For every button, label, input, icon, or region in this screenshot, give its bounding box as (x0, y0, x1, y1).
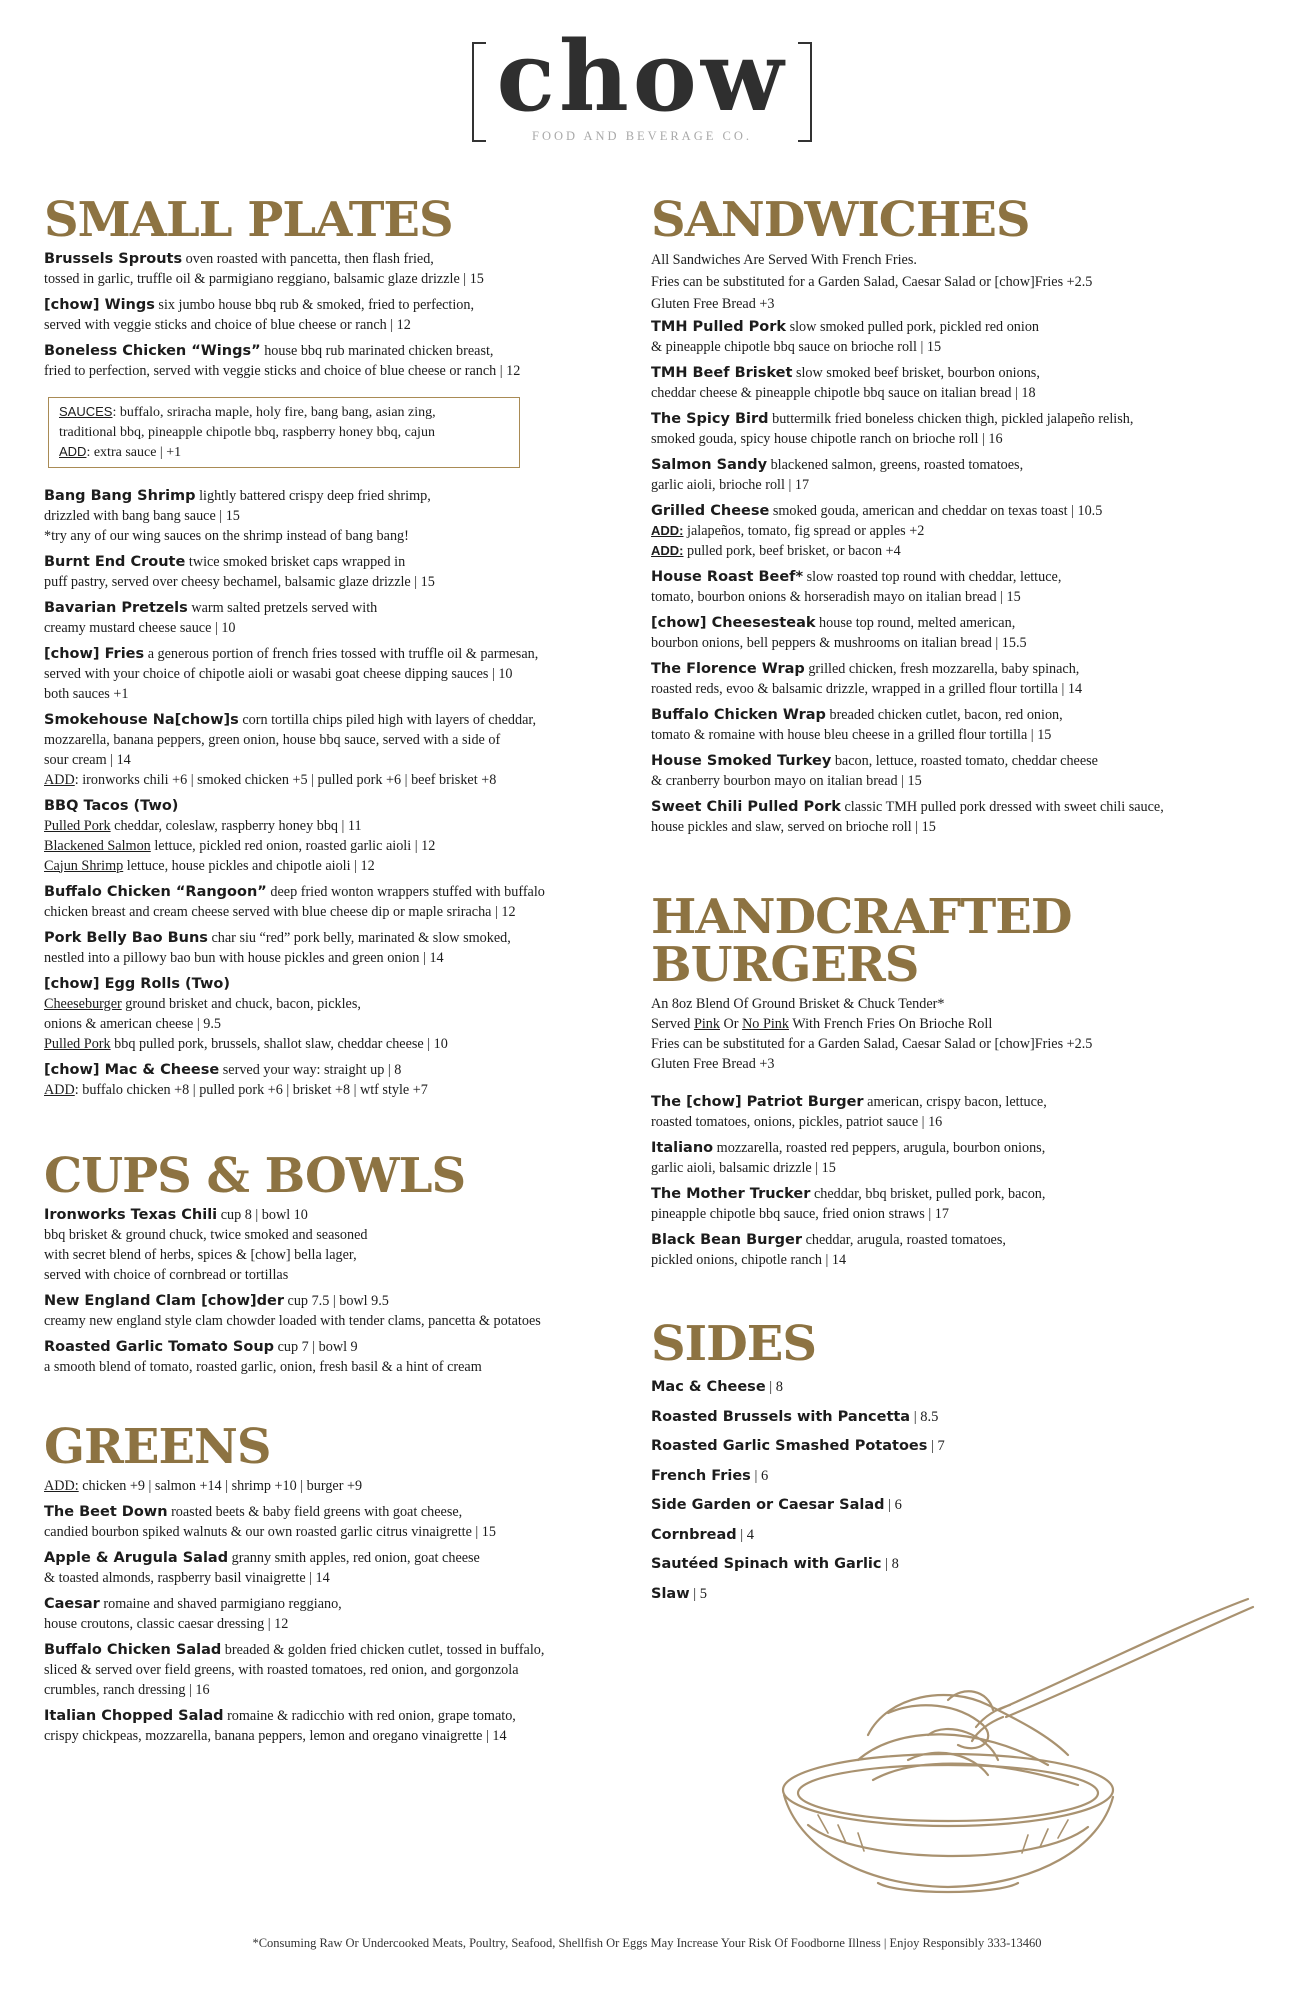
item-desc: a smooth blend of tomato, roasted garlic, onion, fresh basil & a hint of cream (44, 1358, 482, 1375)
section-title: GREENS (44, 1418, 271, 1475)
section-title: SANDWICHES (651, 192, 1030, 248)
item-desc: six jumbo house bbq rub & smoked, fried to perfection, (154, 297, 475, 313)
greens-add (44, 1476, 624, 1496)
menu-item (651, 797, 1261, 837)
add-label: ADD (44, 771, 75, 788)
item-desc: mozzarella, roasted red peppers, arugula, bourbon onions, (713, 1140, 1046, 1156)
menu-item (44, 598, 624, 638)
sub-label: Cheeseburger (44, 995, 122, 1012)
item-name: Buffalo Chicken Wrap (651, 707, 826, 723)
item-name: BBQ Tacos (Two) (44, 797, 179, 814)
item-desc: creamy new england style clam chowder loaded with tender clams, pancetta & potatoes (44, 1312, 541, 1329)
side-item (651, 1432, 1261, 1462)
item-name: The Mother Trucker (651, 1186, 811, 1202)
item-desc: chicken breast and cream cheese served with blue cheese dip or maple sriracha | 12 (44, 903, 516, 920)
menu-item (651, 1184, 1261, 1224)
item-desc: cheddar cheese & pineapple chipotle bbq sauce on italian bread | 18 (651, 385, 1036, 401)
menu-item (651, 1138, 1261, 1178)
section-notes (651, 994, 1261, 1074)
side-item (651, 1521, 1261, 1551)
menu-item (44, 644, 624, 704)
section-sides (651, 1316, 1261, 1609)
item-desc: tossed in garlic, truffle oil & parmigiano reggiano, balsamic glaze drizzle | 15 (44, 271, 484, 287)
item-desc: american, crispy bacon, lettuce, (863, 1094, 1047, 1110)
menu-item (651, 409, 1261, 449)
item-desc: smoked gouda, spicy house chipotle ranch on brioche roll | 16 (651, 431, 1003, 447)
item-desc: twice smoked brisket caps wrapped in (185, 553, 406, 570)
item-desc: drizzled with bang bang sauce | 15 (44, 507, 240, 524)
note-line: Gluten Free Bread +3 (651, 1056, 775, 1072)
side-item (651, 1403, 1261, 1433)
item-name: Black Bean Burger (651, 1232, 803, 1248)
item-desc: & pineapple chipotle bbq sauce on brioche roll | 15 (651, 339, 942, 355)
item-desc: lightly battered crispy deep fried shrimp, (195, 487, 431, 504)
note-line: Fries can be substituted for a Garden Salad, Caesar Salad or [chow]Fries +2.5 (651, 1036, 1093, 1052)
item-name: The Beet Down (44, 1503, 168, 1520)
side-name: Cornbread (651, 1526, 737, 1543)
item-name: The Florence Wrap (651, 661, 805, 677)
item-name: Caesar (44, 1595, 100, 1612)
item-name: [chow] Mac & Cheese (44, 1061, 220, 1078)
item-desc: char siu “red” pork belly, marinated & slow smoked, (207, 929, 511, 946)
item-desc: corn tortilla chips piled high with layers of cheddar, (238, 711, 537, 728)
item-desc: bbq pulled pork, brussels, shallot slaw, cheddar cheese | 10 (110, 1035, 448, 1052)
menu-item (651, 751, 1261, 791)
sauces-list: : buffalo, sriracha maple, holy fire, bang bang, asian zing, (112, 405, 436, 420)
item-name: Bang Bang Shrimp (44, 487, 196, 504)
sub-label: Pulled Pork (44, 817, 111, 834)
note-line: Gluten Free Bread +3 (651, 296, 775, 312)
item-name: TMH Beef Brisket (651, 365, 793, 381)
section-sandwiches (651, 192, 1261, 837)
item-desc: grilled chicken, fresh mozzarella, baby spinach, (804, 661, 1080, 677)
item-desc: puff pastry, served over cheesy bechamel, balsamic glaze drizzle | 15 (44, 573, 435, 590)
side-price: | 7 (927, 1438, 945, 1454)
left-column (44, 192, 624, 1752)
item-desc: breaded & golden fried chicken cutlet, tossed in buffalo, (221, 1641, 545, 1658)
item-name: Salmon Sandy (651, 457, 768, 473)
menu-item (44, 341, 624, 381)
add-text: pulled pork, beef brisket, or bacon +4 (683, 543, 901, 559)
item-desc: sliced & served over field greens, with roasted tomatoes, red onion, and gorgonzola (44, 1661, 519, 1678)
menu-item (44, 486, 624, 546)
title-line-1: HANDCRAFTED (651, 889, 1072, 945)
item-desc: roasted reds, evoo & balsamic drizzle, wrapped in a grilled flour tortilla | 14 (651, 681, 1083, 697)
pink-label: Pink (693, 1016, 720, 1032)
item-desc: deep fried wonton wrappers stuffed with buffalo (266, 883, 545, 900)
side-name: Sautéed Spinach with Garlic (651, 1556, 882, 1572)
side-price: | 5 (689, 1585, 707, 1602)
item-desc: slow smoked pulled pork, pickled red onion (786, 319, 1040, 335)
side-price: | 8 (881, 1556, 899, 1572)
section-small-plates (44, 192, 624, 1100)
note-line: All Sandwiches Are Served With French Fries. (651, 252, 917, 268)
item-price: cup 8 | bowl 10 (217, 1206, 308, 1223)
item-name: Ironworks Texas Chili (44, 1206, 218, 1223)
item-desc: romaine & radicchio with red onion, grape tomato, (223, 1707, 516, 1724)
side-name: Mac & Cheese (651, 1379, 766, 1395)
item-name: New England Clam [chow]der (44, 1292, 284, 1309)
menu-item (44, 1205, 624, 1285)
side-price: | 6 (884, 1497, 902, 1513)
sauces-list-2: traditional bbq, pineapple chipotle bbq, raspberry honey bbq, cajun (59, 424, 435, 440)
item-desc: pineapple chipotle bbq sauce, fried onion straws | 17 (651, 1206, 949, 1222)
item-name: Smokehouse Na[chow]s (44, 711, 239, 728)
item-desc: nestled into a pillowy bao bun with house pickles and green onion | 14 (44, 949, 444, 966)
item-desc: smoked gouda, american and cheddar on texas toast | 10.5 (769, 503, 1103, 519)
right-column (651, 192, 1261, 1609)
menu-item (651, 317, 1261, 357)
menu-item (44, 1337, 624, 1377)
menu-item (651, 501, 1261, 561)
item-desc: fried to perfection, served with veggie sticks and choice of blue cheese or ranch | 12 (44, 363, 521, 379)
menu-item (651, 705, 1261, 745)
add-text: : extra sauce | +1 (86, 445, 182, 460)
side-price: | 8.5 (910, 1408, 939, 1425)
item-desc: onions & american cheese | 9.5 (44, 1015, 221, 1032)
menu-item (44, 1706, 624, 1746)
section-greens (44, 1418, 624, 1746)
item-name: [chow] Fries (44, 645, 145, 662)
menu-item (44, 928, 624, 968)
menu-item (44, 249, 624, 289)
add-label: ADD: (651, 523, 684, 538)
sub-label: Cajun Shrimp (44, 857, 124, 874)
note-line: Fries can be substituted for a Garden Salad, Caesar Salad or [chow]Fries +2.5 (651, 274, 1093, 290)
item-desc: cheddar, arugula, roasted tomatoes, (802, 1232, 1006, 1248)
item-name: Roasted Garlic Tomato Soup (44, 1338, 275, 1355)
item-desc: classic TMH pulled pork dressed with sweet chili sauce, (840, 799, 1164, 815)
item-desc: served with veggie sticks and choice of blue cheese or ranch | 12 (44, 317, 411, 333)
item-name: House Roast Beef* (651, 569, 804, 585)
item-name: Sweet Chili Pulled Pork (651, 799, 841, 815)
item-desc: crumbles, ranch dressing | 16 (44, 1681, 210, 1698)
item-desc: lettuce, pickled red onion, roasted garlic aioli | 12 (150, 837, 436, 854)
item-desc: tomato, bourbon onions & horseradish mayo on italian bread | 15 (651, 589, 1021, 605)
item-name: Boneless Chicken “Wings” (44, 343, 261, 359)
item-desc: house bbq rub marinated chicken breast, (260, 343, 494, 359)
section-title: SIDES (651, 1316, 816, 1372)
item-desc: cheddar, coleslaw, raspberry honey bbq | 11 (110, 817, 362, 834)
side-item (651, 1491, 1261, 1521)
item-name: Buffalo Chicken “Rangoon” (44, 883, 267, 900)
menu-item (651, 1092, 1261, 1132)
add-label: ADD (44, 1081, 75, 1098)
item-desc: served with your choice of chipotle aioli or wasabi goat cheese dipping sauces | 10 (44, 665, 513, 682)
item-desc: granny smith apples, red onion, goat cheese (228, 1549, 480, 1566)
item-name: [chow] Egg Rolls (Two) (44, 975, 230, 992)
item-desc: & cranberry bourbon mayo on italian bread | 15 (651, 773, 922, 789)
menu-item (44, 974, 624, 1054)
side-name: Slaw (651, 1585, 690, 1602)
menu-item (651, 1230, 1261, 1270)
menu-item (44, 1594, 624, 1634)
item-desc: garlic aioli, brioche roll | 17 (651, 477, 810, 493)
item-desc: sour cream | 14 (44, 751, 131, 768)
side-item (651, 1550, 1261, 1580)
section-notes (651, 249, 1261, 315)
side-name: Roasted Brussels with Pancetta (651, 1408, 911, 1425)
item-desc: slow roasted top round with cheddar, lettuce, (803, 569, 1062, 585)
section-burgers (651, 889, 1261, 1270)
add-label: ADD: (44, 1477, 79, 1494)
add-text: : buffalo chicken +8 | pulled pork +6 | brisket +8 | wtf style +7 (74, 1081, 428, 1098)
side-name: Side Garden or Caesar Salad (651, 1497, 885, 1513)
logo-tagline: FOOD AND BEVERAGE CO. (532, 129, 752, 143)
note-line: With French Fries On Brioche Roll (788, 1016, 993, 1032)
menu-item (651, 455, 1261, 495)
menu-item (44, 1640, 624, 1700)
side-price: | 6 (750, 1467, 769, 1484)
item-name: Italian Chopped Salad (44, 1707, 224, 1724)
side-item (651, 1462, 1261, 1492)
item-desc: romaine and shaved parmigiano reggiano, (99, 1595, 342, 1612)
add-label: ADD: (651, 543, 684, 558)
side-price: | 4 (736, 1526, 755, 1543)
item-name: Brussels Sprouts (44, 251, 183, 267)
item-desc: served with choice of cornbread or tortillas (44, 1266, 289, 1283)
item-desc: lettuce, house pickles and chipotle aioli | 12 (123, 857, 375, 874)
item-name: Burnt End Croute (44, 553, 186, 570)
item-name: The Spicy Bird (651, 411, 769, 427)
sauces-box (48, 397, 520, 468)
item-desc: garlic aioli, balsamic drizzle | 15 (651, 1160, 836, 1176)
menu-item (651, 363, 1261, 403)
menu-item (44, 1291, 624, 1331)
item-desc: roasted tomatoes, onions, pickles, patriot sauce | 16 (651, 1114, 943, 1130)
item-desc: both sauces +1 (44, 685, 129, 702)
item-desc: tomato & romaine with house bleu cheese in a grilled flour tortilla | 15 (651, 727, 1052, 743)
title-line-2: BURGERS (651, 937, 919, 993)
item-desc: *try any of our wing sauces on the shrimp instead of bang bang! (44, 527, 409, 544)
item-desc: house pickles and slaw, served on brioche roll | 15 (651, 819, 936, 835)
menu-item (651, 613, 1261, 653)
item-desc: bacon, lettuce, roasted tomato, cheddar cheese (831, 753, 1098, 769)
note-line: Served (651, 1016, 694, 1032)
item-desc: warm salted pretzels served with (187, 599, 378, 616)
item-name: Bavarian Pretzels (44, 599, 188, 616)
item-name: Apple & Arugula Salad (44, 1549, 229, 1566)
menu-item (44, 710, 624, 790)
item-desc: oven roasted with pancetta, then flash fried, (182, 251, 434, 267)
footer-disclaimer: *Consuming Raw Or Undercooked Meats, Poultry, Seafood, Shellfish Or Eggs May Increase Your Risk Of Foodborne Illness | Enjoy Responsibly 333-13460 (252, 1936, 1042, 1950)
menu-item (44, 295, 624, 335)
pasta-bowl-illustration (748, 1585, 1256, 1905)
side-name: French Fries (651, 1467, 751, 1484)
section-title (651, 889, 1261, 993)
item-desc: buttermilk fried boneless chicken thigh, pickled jalapeño relish, (768, 411, 1134, 427)
item-desc: blackened salmon, greens, roasted tomatoes, (767, 457, 1024, 473)
item-name: [chow] Cheesesteak (651, 615, 816, 631)
side-price: | 8 (765, 1379, 784, 1395)
section-title: SMALL PLATES (44, 192, 453, 248)
section-title: CUPS & BOWLS (44, 1147, 466, 1204)
no-pink-label: No Pink (742, 1016, 789, 1032)
section-cups-bowls (44, 1147, 624, 1377)
item-desc: with secret blend of herbs, spices & [chow] bella lager, (44, 1246, 357, 1263)
item-name: TMH Pulled Pork (651, 319, 787, 335)
item-desc: house top round, melted american, (815, 615, 1016, 631)
logo-word: chow (496, 20, 788, 133)
sub-label: Blackened Salmon (44, 837, 151, 854)
item-desc: bourbon onions, bell peppers & mushrooms on italian bread | 15.5 (651, 635, 1027, 651)
menu-item (44, 1060, 624, 1100)
side-name: Roasted Garlic Smashed Potatoes (651, 1438, 928, 1454)
logo (472, 20, 812, 150)
item-desc: crispy chickpeas, mozzarella, banana peppers, lemon and oregano vinaigrette | 14 (44, 1727, 507, 1744)
add-text: jalapeños, tomato, fig spread or apples +2 (683, 523, 925, 539)
item-name: Grilled Cheese (651, 503, 770, 519)
menu-item (44, 796, 624, 876)
sub-label: Pulled Pork (44, 1035, 111, 1052)
item-desc: bbq brisket & ground chuck, twice smoked and seasoned (44, 1226, 368, 1243)
item-name: The [chow] Patriot Burger (651, 1094, 864, 1110)
item-desc: pickled onions, chipotle ranch | 14 (651, 1252, 847, 1268)
item-desc: slow smoked beef brisket, bourbon onions, (792, 365, 1040, 381)
item-desc: roasted beets & baby field greens with goat cheese, (167, 1503, 463, 1520)
item-name: Pork Belly Bao Buns (44, 929, 208, 946)
add-label: ADD (59, 444, 87, 459)
menu-item (651, 659, 1261, 699)
sauces-label: SAUCES (59, 404, 113, 419)
item-name: House Smoked Turkey (651, 753, 832, 769)
item-desc: candied bourbon spiked walnuts & our own roasted garlic citrus vinaigrette | 15 (44, 1523, 496, 1540)
item-name: Italiano (651, 1140, 714, 1156)
note-line: Or (719, 1016, 743, 1032)
side-item (651, 1373, 1261, 1403)
item-desc: house croutons, classic caesar dressing | 12 (44, 1615, 289, 1632)
menu-item (44, 552, 624, 592)
menu-item (44, 1548, 624, 1588)
item-name: Buffalo Chicken Salad (44, 1641, 222, 1658)
item-desc: breaded chicken cutlet, bacon, red onion, (825, 707, 1063, 723)
item-desc: mozzarella, banana peppers, green onion, house bbq sauce, served with a side of (44, 731, 501, 748)
item-name: [chow] Wings (44, 297, 155, 313)
add-text: : ironworks chili +6 | smoked chicken +5 | pulled pork +6 | beef brisket +8 (74, 771, 497, 788)
item-price: cup 7 | bowl 9 (274, 1338, 358, 1355)
item-desc: cheddar, bbq brisket, pulled pork, bacon, (810, 1186, 1046, 1202)
add-text: chicken +9 | salmon +14 | shrimp +10 | burger +9 (78, 1477, 363, 1494)
item-desc: a generous portion of french fries tossed with truffle oil & parmesan, (144, 645, 539, 662)
item-desc: creamy mustard cheese sauce | 10 (44, 619, 236, 636)
item-price: cup 7.5 | bowl 9.5 (283, 1292, 389, 1309)
menu-item (44, 882, 624, 922)
menu-item (44, 1502, 624, 1542)
item-desc: & toasted almonds, raspberry basil vinaigrette | 14 (44, 1569, 330, 1586)
item-desc: ground brisket and chuck, bacon, pickles, (121, 995, 361, 1012)
note-line: An 8oz Blend Of Ground Brisket & Chuck Tender* (651, 996, 945, 1012)
item-desc: served your way: straight up | 8 (219, 1061, 402, 1078)
menu-item (651, 567, 1261, 607)
